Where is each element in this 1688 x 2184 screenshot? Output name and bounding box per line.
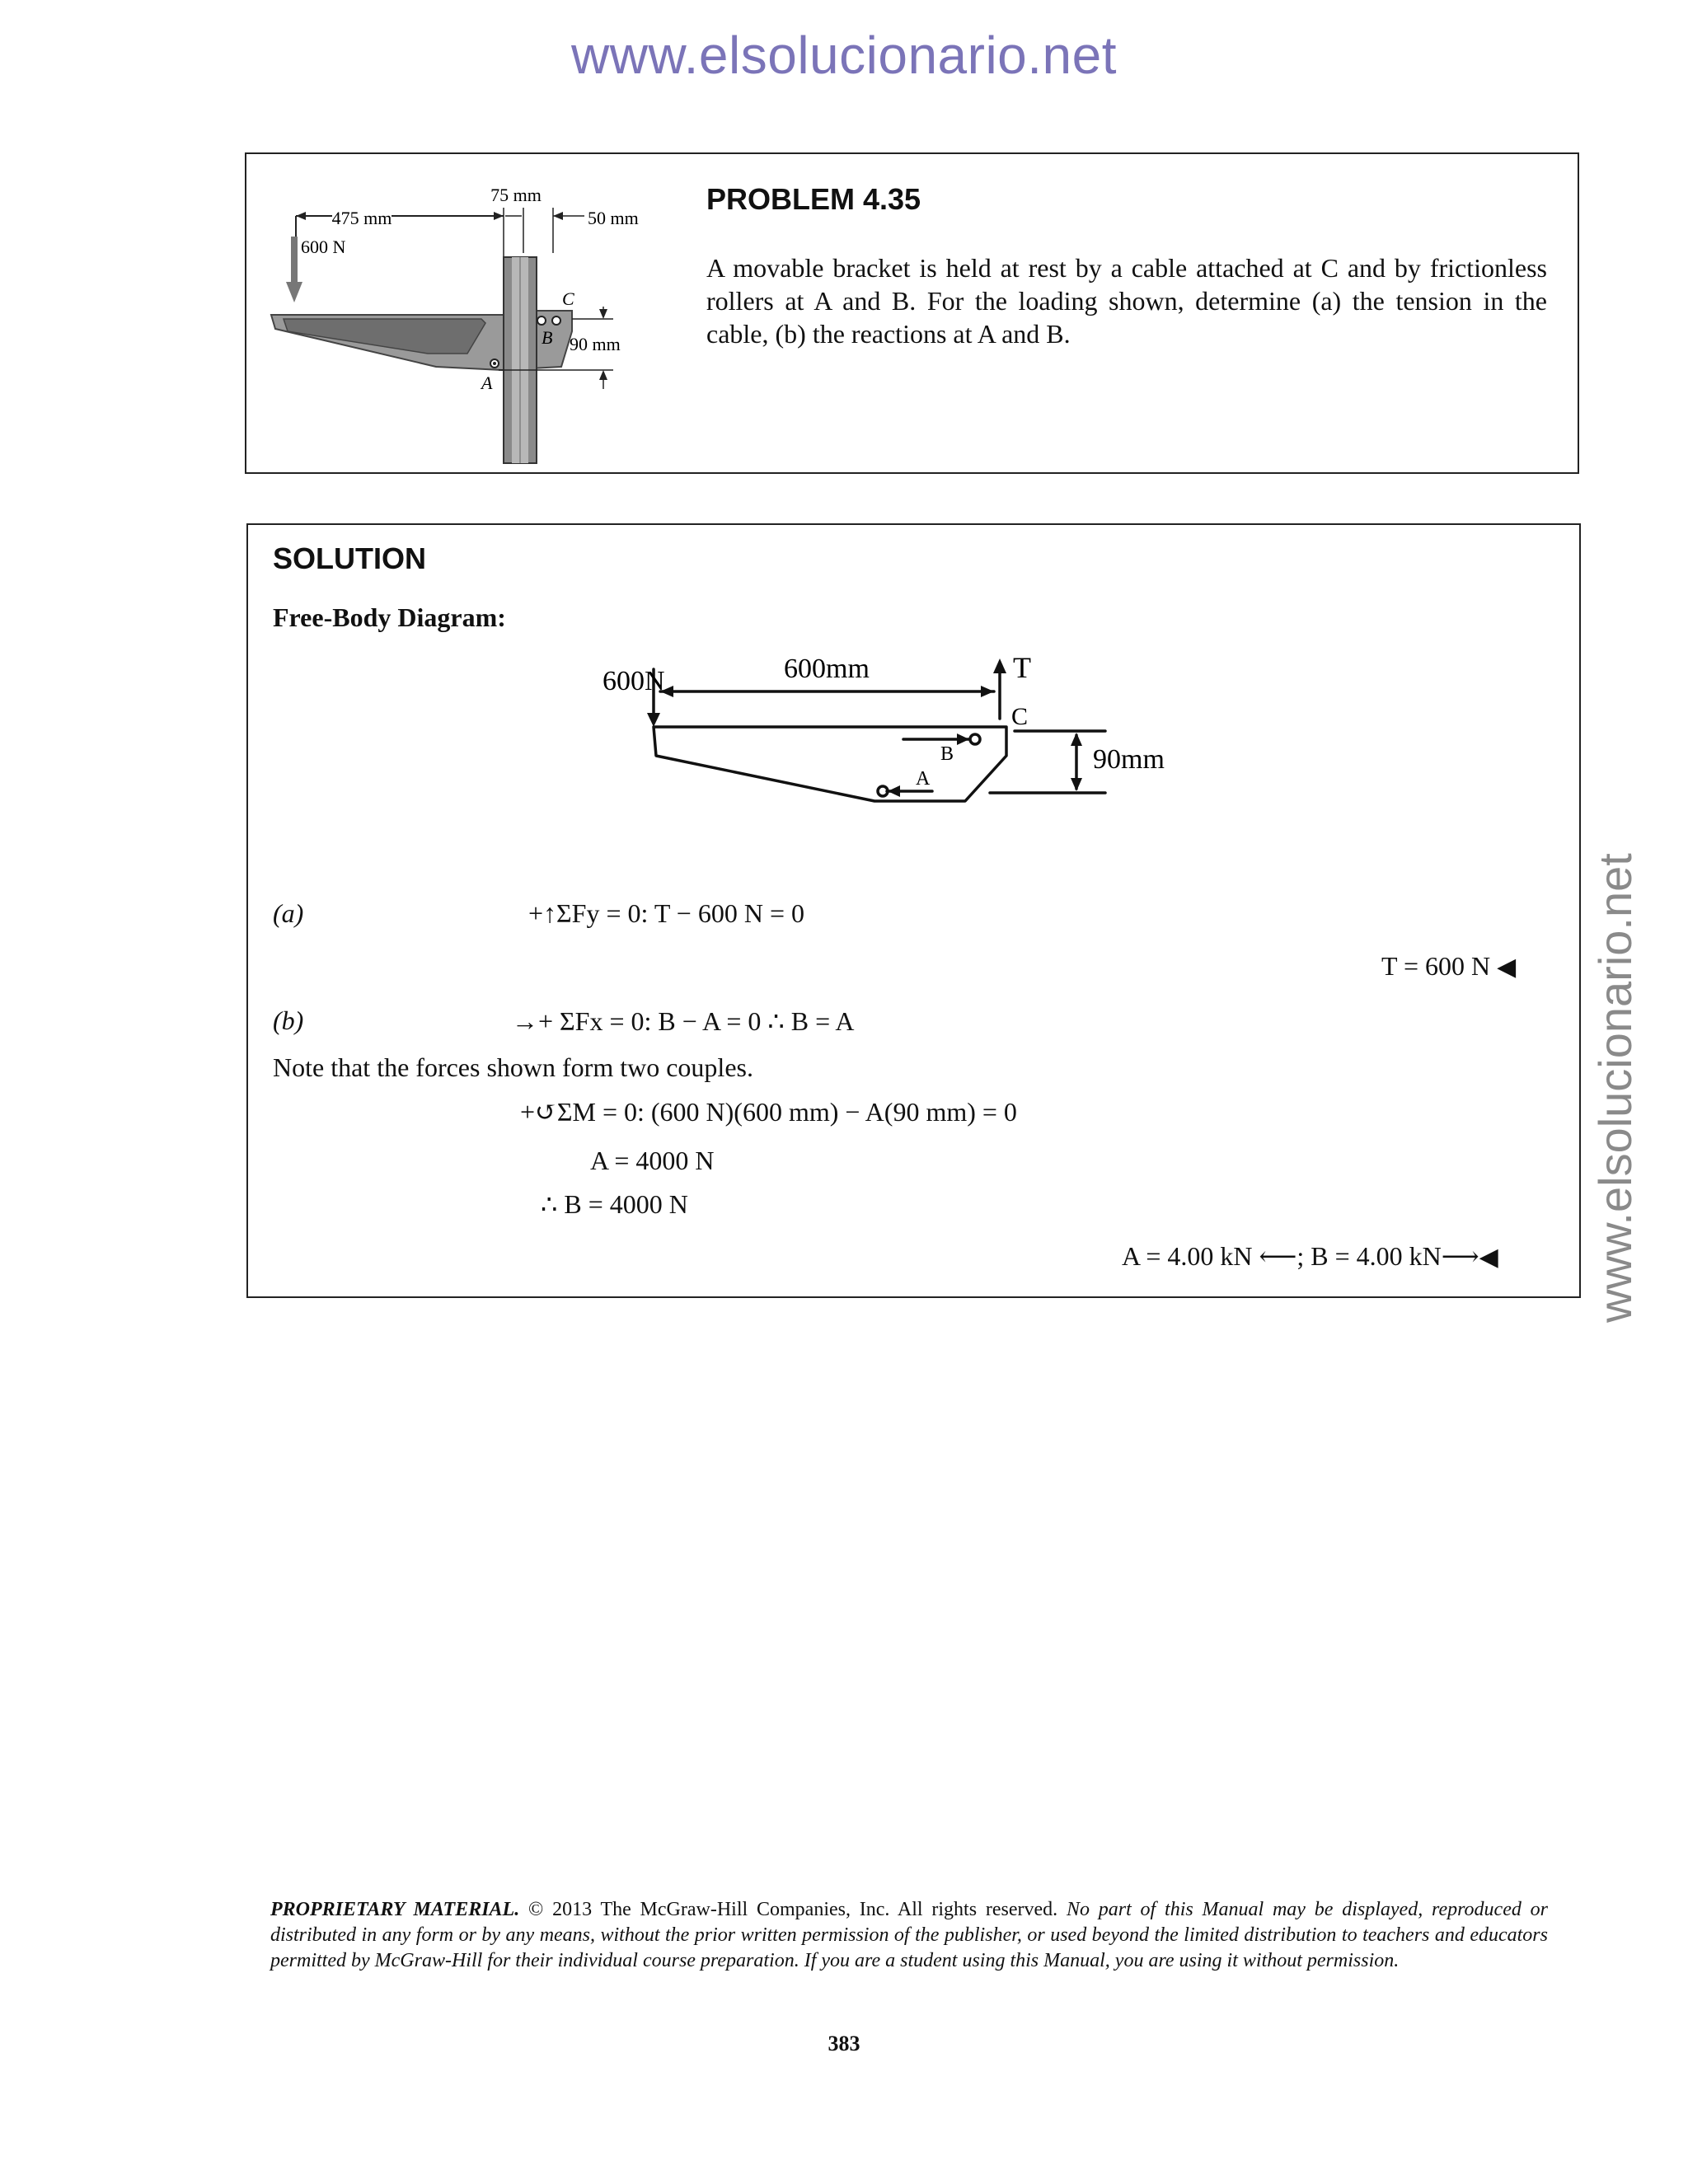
footer-rest: No part of this Manual may be displayed, reproduced or distributed in any form or by any means, without the prior written permission of the publisher, or used beyond the limited distribution to teachers and educators permitted by McGraw-Hill for their individual course preparation. If you are a student using this Manual, you are using it without permission.	[270, 1899, 1548, 1971]
equation-b-value: ∴ B = 4000 N	[541, 1189, 688, 1219]
watermark-side: www.elsolucionario.net	[1589, 853, 1641, 1323]
label-a: A	[481, 373, 493, 393]
dim-75-label: 75 mm	[490, 185, 542, 205]
fbd-tension-label: T	[1013, 651, 1031, 684]
answer-marker-icon: ◀	[1479, 1243, 1498, 1272]
equation-moment: +↺ΣM = 0: (600 N)(600 mm) − A(90 mm) = 0	[520, 1097, 1017, 1127]
problem-box	[245, 152, 1579, 474]
dim-50-label: 50 mm	[588, 208, 639, 228]
fbd-height-label: 90mm	[1093, 744, 1165, 775]
fbd-load-label: 600N	[603, 666, 665, 696]
bracket-figure	[246, 154, 675, 467]
proprietary-notice	[270, 1897, 1548, 1974]
fbd-label-c: C	[1011, 703, 1029, 730]
label-b: B	[542, 327, 553, 348]
load-label: 600 N	[301, 237, 346, 257]
fbd-label-b: B	[940, 743, 954, 765]
solution-box	[246, 523, 1581, 1298]
watermark-top: www.elsolucionario.net	[571, 26, 1117, 85]
label-c: C	[562, 288, 574, 309]
problem-statement: A movable bracket is held at rest by a cable attached at C and by frictionless rollers at A and B. For the loading shown, determine (a) the tension in the cable, (b) the reactions at A and B.	[706, 253, 1547, 349]
fbd-label: Free-Body Diagram:	[273, 602, 506, 632]
page-number: 383	[828, 2032, 860, 2055]
answer-marker-icon: ◀	[1497, 953, 1517, 982]
fbd-label-a: A	[916, 768, 931, 790]
footer-copyright: © 2013 The McGraw-Hill Companies, Inc. All rights reserved.	[528, 1899, 1058, 1920]
dim-90-label: 90 mm	[570, 334, 621, 354]
answer-a-text: T = 600 N	[1381, 951, 1491, 981]
free-body-diagram	[578, 640, 1254, 846]
fbd-span-label: 600mm	[784, 654, 870, 684]
answer-b	[1122, 1240, 1498, 1272]
answer-b-text: A = 4.00 kN ⟵; B = 4.00 kN⟶	[1122, 1241, 1479, 1271]
answer-a	[1381, 951, 1516, 982]
dim-475-label: 475 mm	[331, 208, 392, 228]
note-text: Note that the forces shown form two couples.	[273, 1052, 753, 1082]
part-a-label: (a)	[273, 898, 304, 928]
equation-a-value: A = 4000 N	[590, 1146, 715, 1175]
equation-sum-fy: +↑ΣFy = 0: T − 600 N = 0	[528, 898, 804, 928]
solution-title: SOLUTION	[273, 541, 426, 575]
part-b-label: (b)	[273, 1005, 304, 1035]
footer-lead: PROPRIETARY MATERIAL.	[270, 1899, 520, 1920]
problem-title: PROBLEM 4.35	[706, 182, 921, 216]
equation-sum-fx: →+ ΣFx = 0: B − A = 0 ∴ B = A	[512, 1006, 855, 1036]
